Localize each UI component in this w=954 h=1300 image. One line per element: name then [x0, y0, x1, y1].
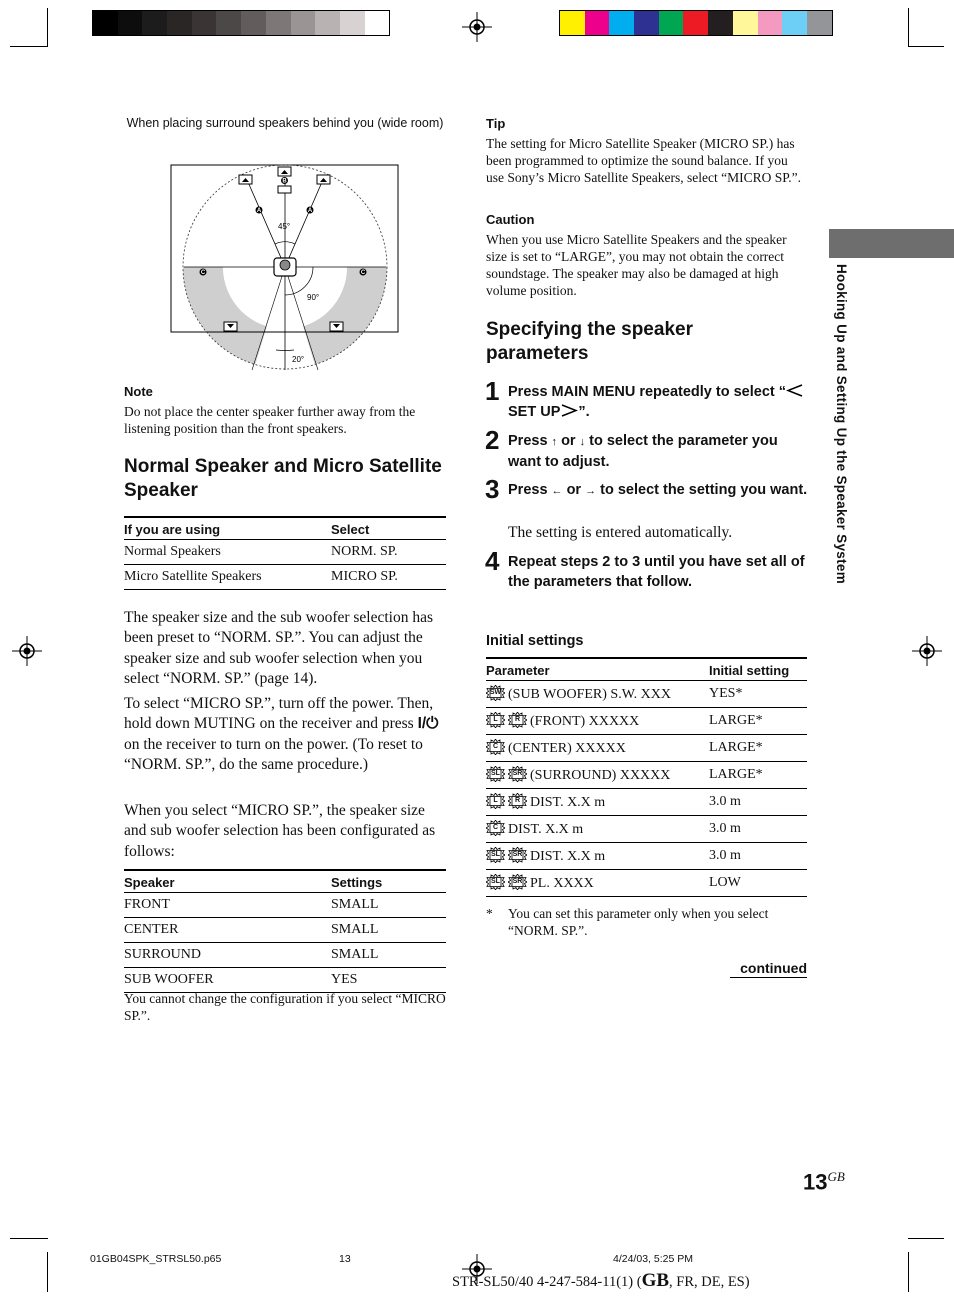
table-row: FRONT SMALL: [124, 893, 446, 918]
greyscale-color-bar: [92, 10, 390, 36]
crop-mark: [47, 1252, 48, 1292]
step-3-subtext: The setting is entered automatically.: [508, 524, 733, 541]
label-b: B: [282, 178, 287, 185]
initial-value: YES*: [709, 681, 807, 708]
color-swatch: [93, 11, 118, 35]
speaker-placement-diagram: [168, 160, 402, 378]
table-row: SUB WOOFER YES: [124, 968, 446, 993]
color-swatch: [782, 11, 807, 35]
speaker-l-icon: L: [486, 712, 505, 728]
tip-heading: Tip: [486, 116, 506, 131]
speaker-sr-icon: SR: [508, 847, 527, 863]
tv-icon: [278, 186, 291, 193]
color-swatch: [807, 11, 832, 35]
initial-value: LARGE*: [709, 735, 807, 762]
step-1-text: Press MAIN MENU repeatedly to select “SET UP ”.: [508, 383, 808, 422]
table-row: CENTER SMALL: [124, 918, 446, 943]
color-swatch: [340, 11, 365, 35]
left-arrow-icon: ←: [551, 485, 563, 497]
registration-mark-icon: [462, 12, 492, 42]
micro-settings-table: [124, 869, 446, 993]
table-row: [486, 735, 807, 762]
table-row: [486, 708, 807, 735]
color-swatch: [167, 11, 192, 35]
table-row: [486, 762, 807, 789]
parameter-name: DIST. X.X m: [508, 822, 584, 837]
initial-value: LOW: [709, 870, 807, 897]
chapter-tab: [829, 229, 954, 258]
crop-mark: [908, 1238, 944, 1239]
parameter-name: (SURROUND) XXXXX: [530, 768, 671, 783]
initial-value: 3.0 m: [709, 843, 807, 870]
crop-mark: [908, 46, 944, 47]
parameter-name: (CENTER) XXXXX: [508, 741, 626, 756]
table-header: Initial setting: [709, 658, 807, 681]
color-swatch: [560, 11, 585, 35]
color-swatch: [634, 11, 659, 35]
crop-mark: [47, 8, 48, 46]
right-angle-icon: [560, 404, 578, 417]
parameter-name: PL. XXXX: [530, 876, 594, 891]
speaker-r-icon: R: [508, 712, 527, 728]
table-header: Settings: [331, 870, 446, 893]
color-swatch: [291, 11, 316, 35]
color-swatch: [609, 11, 634, 35]
crop-mark: [908, 1252, 909, 1292]
table-row: [486, 816, 807, 843]
registration-mark-icon: [12, 636, 42, 666]
tip-text: The setting for Micro Satellite Speaker (MICRO SP.) has been programmed to optimize the sound balance. If you use Sony’s Micro Satellite Speakers, select “MICRO SP.”.: [486, 136, 801, 185]
speaker-l-icon: L: [486, 793, 505, 809]
continued-label: continued: [730, 960, 807, 978]
table-header: If you are using: [124, 517, 331, 540]
label-c-right: C: [360, 270, 366, 277]
process-color-bar: [559, 10, 833, 36]
label-a-right: A: [307, 208, 313, 215]
initial-value: LARGE*: [709, 762, 807, 789]
caution-heading: Caution: [486, 212, 535, 227]
asterisk-note: You can set this parameter only when you select “NORM. SP.”.: [508, 906, 769, 938]
asterisk-mark: *: [486, 906, 493, 921]
left-angle-icon: [786, 384, 804, 397]
table-row: SURROUND SMALL: [124, 943, 446, 968]
speaker-sr-icon: SR: [508, 766, 527, 782]
initial-settings-table: [486, 657, 807, 897]
paragraph-preset: The speaker size and the sub woofer selection has been preset to “NORM. SP.”. You can adjust the speaker size and sub woofer selection when you select “NORM. SP.” (page 14).: [124, 609, 434, 687]
page-number: $13^{GB}$: [803, 1169, 845, 1195]
angle-90: 90°: [307, 293, 320, 302]
color-swatch: [585, 11, 610, 35]
table-row: Micro Satellite Speakers MICRO SP.: [124, 565, 446, 590]
angle-20: 20°: [292, 355, 305, 364]
color-swatch: [216, 11, 241, 35]
color-swatch: [683, 11, 708, 35]
color-swatch: [365, 11, 390, 35]
paragraph-configuration: When you select “MICRO SP.”, the speaker size and sub woofer selection has been configurated as follows:: [124, 802, 436, 860]
initial-settings-heading: Initial settings: [486, 633, 584, 649]
table-row: [486, 843, 807, 870]
power-symbol-icon: I/⏻: [417, 715, 439, 733]
color-swatch: [315, 11, 340, 35]
footer-date: 4/24/03, 5:25 PM: [613, 1253, 693, 1265]
label-a-left: A: [256, 208, 262, 215]
step-3-text: Press ← or → to select the setting you want.: [508, 482, 808, 498]
color-swatch: [659, 11, 684, 35]
speaker-sr-icon: SR: [508, 874, 527, 890]
speaker-type-table: [124, 516, 446, 590]
speaker-c-icon: C: [486, 739, 505, 755]
step-2-text: Press ↑ or ↓ to select the parameter you want to adjust.: [508, 433, 778, 470]
color-swatch: [733, 11, 758, 35]
diagram-caption: When placing surround speakers behind you (wide room): [126, 116, 444, 130]
speaker-c-icon: C: [486, 820, 505, 836]
step-number: 4: [485, 546, 500, 576]
paragraph-micro-select: To select “MICRO SP.”, turn off the power. Then, hold down MUTING on the receiver and press I/⏻ on the receiver to turn on the power. (To reset to “NORM. SP.”, do the same procedure.): [124, 695, 439, 773]
note-heading: Note: [124, 384, 153, 399]
caution-text: When you use Micro Satellite Speakers and the speaker size is set to “LARGE”, you may not obtain the correct soundstage. The speaker may also be damaged at high volume position.: [486, 232, 787, 298]
crop-mark: [10, 46, 48, 47]
crop-mark: [10, 1238, 48, 1239]
initial-value: LARGE*: [709, 708, 807, 735]
speaker-sw-icon: SW: [486, 685, 505, 701]
speaker-sl-icon: SL: [486, 766, 505, 782]
color-swatch: [192, 11, 217, 35]
color-swatch: [758, 11, 783, 35]
parameter-name: DIST. X.X m: [530, 795, 606, 810]
table-header: Speaker: [124, 870, 331, 893]
color-swatch: [118, 11, 143, 35]
footer-filename: 01GB04SPK_STRSL50.p65: [90, 1253, 222, 1265]
chapter-side-title: Hooking Up and Setting Up the Speaker System: [834, 264, 849, 585]
step-number: 3: [485, 474, 500, 504]
up-arrow-icon: ↑: [551, 436, 558, 448]
speaker-sl-icon: SL: [486, 847, 505, 863]
registration-mark-icon: [912, 636, 942, 666]
color-swatch: [142, 11, 167, 35]
color-swatch: [241, 11, 266, 35]
step-number: 2: [485, 425, 500, 455]
footer-model: STR-SL50/40 4-247-584-11(1) (GB, FR, DE, ES): [452, 1270, 750, 1291]
crop-mark: [908, 8, 909, 46]
label-c-left: C: [200, 270, 206, 277]
table-header: Select: [331, 517, 446, 540]
speaker-r-icon: R: [508, 793, 527, 809]
parameter-name: (SUB WOOFER) S.W. XXX: [508, 687, 671, 702]
step-4-text: Repeat steps 2 to 3 until you have set all of the parameters that follow.: [508, 554, 805, 590]
speaker-sl-icon: SL: [486, 874, 505, 890]
step-number: 1: [485, 376, 500, 406]
footer-page: 13: [339, 1253, 351, 1265]
table-footnote: You cannot change the configuration if you select “MICRO SP.”.: [124, 991, 446, 1023]
note-text: Do not place the center speaker further away from the listening position than the front speakers.: [124, 404, 416, 436]
color-swatch: [266, 11, 291, 35]
section-title-speaker-parameters: Specifying the speaker parameters: [486, 319, 693, 364]
table-row: [486, 870, 807, 897]
color-swatch: [708, 11, 733, 35]
initial-value: 3.0 m: [709, 816, 807, 843]
section-title-normal-micro: Normal Speaker and Micro Satellite Speaker: [124, 456, 442, 501]
table-header: Parameter: [486, 658, 709, 681]
initial-value: 3.0 m: [709, 789, 807, 816]
table-row: [486, 789, 807, 816]
parameter-name: (FRONT) XXXXX: [530, 714, 640, 729]
right-arrow-icon: →: [585, 485, 597, 497]
down-arrow-icon: ↓: [579, 436, 586, 448]
parameter-name: DIST. X.X m: [530, 849, 606, 864]
table-row: Normal Speakers NORM. SP.: [124, 540, 446, 565]
table-row: [486, 681, 807, 708]
angle-45: 45°: [278, 222, 291, 231]
